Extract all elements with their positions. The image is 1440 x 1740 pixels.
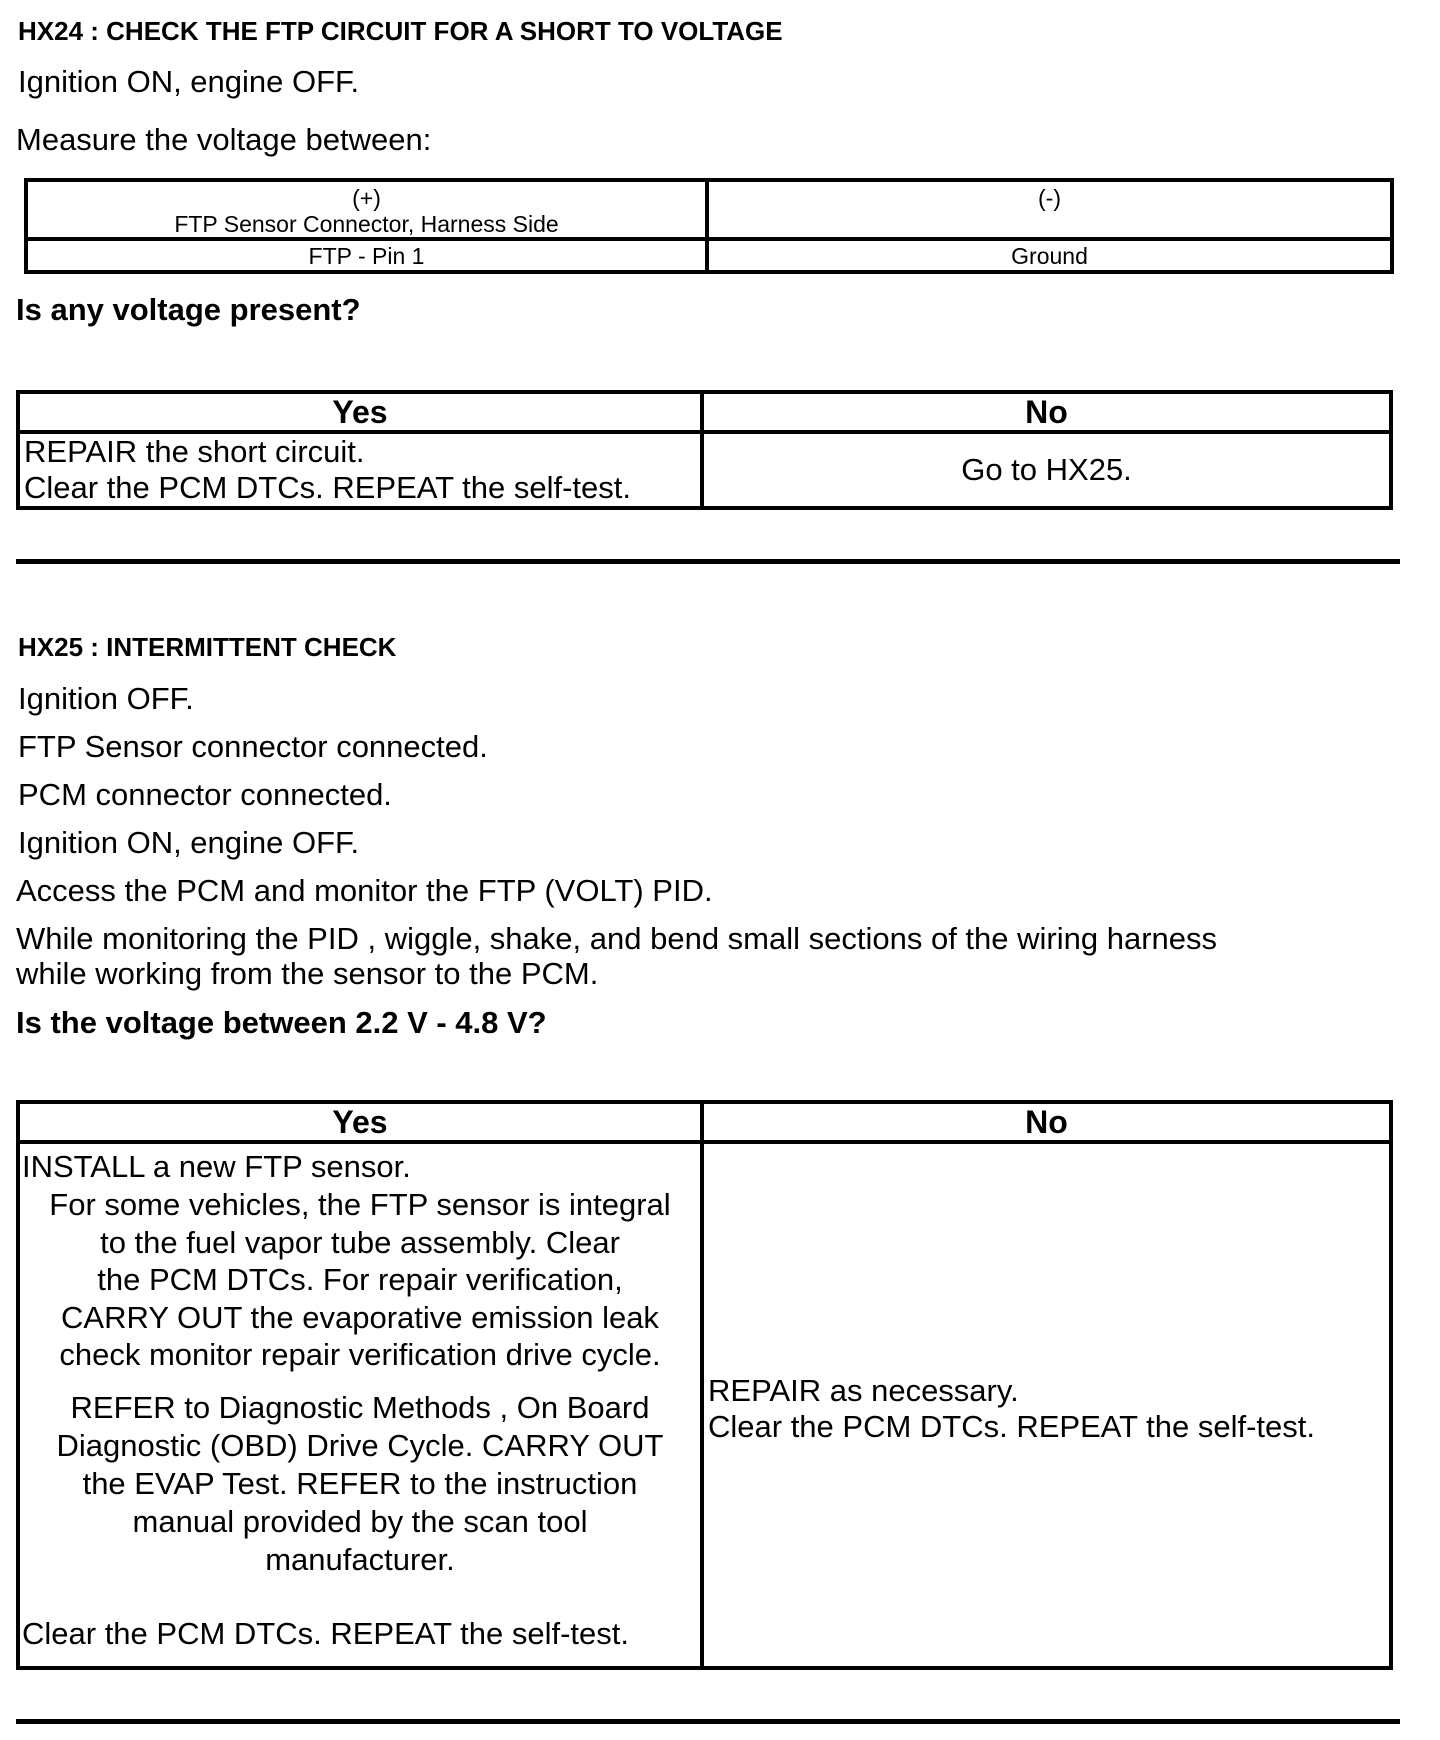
plus-desc: FTP Sensor Connector, Harness Side xyxy=(174,211,559,237)
hx24-yes-header: Yes xyxy=(18,392,702,432)
hx25-yes-first: INSTALL a new FTP sensor. xyxy=(22,1149,411,1184)
hx25-question: Is the voltage between 2.2 V - 4.8 V? xyxy=(16,1005,547,1040)
hx24-result-header-row xyxy=(18,392,1391,432)
measure-table-header-row xyxy=(26,180,1392,239)
plus-header-cell xyxy=(26,180,707,239)
hx25-yes-para2-line: REFER to Diagnostic Methods , On Board xyxy=(70,1389,650,1425)
hx25-yes-para2 xyxy=(22,1389,698,1579)
hx24-title: HX24 : CHECK THE FTP CIRCUIT FOR A SHORT TO VOLTAGE xyxy=(18,16,783,46)
measure-table xyxy=(24,178,1394,274)
hx25-title: HX25 : INTERMITTENT CHECK xyxy=(18,632,397,662)
hx25-no-cell xyxy=(702,1142,1391,1668)
hx25-result-header-row xyxy=(18,1102,1391,1142)
hx25-wiggle-line1: While monitoring the PID , wiggle, shake, and bend small sections of the wiring harness xyxy=(16,921,1217,956)
hx25-yes-para1 xyxy=(22,1186,698,1374)
hx25-step-ignition-off: Ignition OFF. xyxy=(18,681,194,716)
hx24-step-ignition: Ignition ON, engine OFF. xyxy=(18,64,360,99)
hx24-result-table xyxy=(16,390,1393,510)
hx25-yes-para1-line: For some vehicles, the FTP sensor is integral xyxy=(49,1187,671,1222)
hx24-step-measure: Measure the voltage between: xyxy=(16,122,432,157)
minus-label: (-) xyxy=(1038,185,1061,211)
hx24-yes-line1: REPAIR the short circuit. xyxy=(24,434,365,469)
hx25-yes-para2-line: manual provided by the scan tool xyxy=(132,1503,588,1539)
hx25-yes-para2-line: manufacturer. xyxy=(265,1541,455,1577)
hx25-step-access-pcm: Access the PCM and monitor the FTP (VOLT) PID. xyxy=(16,873,713,908)
hx25-yes-para1-line: CARRY OUT the evaporative emission leak xyxy=(61,1299,659,1335)
hx25-result-table xyxy=(16,1100,1393,1670)
hx24-yes-line2: Clear the PCM DTCs. REPEAT the self-test. xyxy=(24,470,631,505)
hx25-yes-para2-line: Diagnostic (OBD) Drive Cycle. CARRY OUT xyxy=(56,1427,664,1463)
section-divider xyxy=(16,559,1400,564)
measure-table-row xyxy=(26,239,1392,272)
hx25-no-header: No xyxy=(702,1102,1391,1142)
hx25-yes-para1-line: check monitor repair verification drive cycle. xyxy=(59,1337,661,1372)
hx25-step-ignition-on: Ignition ON, engine OFF. xyxy=(18,825,360,860)
minus-header-cell xyxy=(707,180,1392,239)
hx24-question: Is any voltage present? xyxy=(16,292,361,327)
hx25-step-wiggle xyxy=(16,921,1217,991)
hx25-yes-para1-line: to the fuel vapor tube assembly. Clear xyxy=(100,1224,620,1260)
hx25-yes-header: Yes xyxy=(18,1102,702,1142)
hx24-no-cell: Go to HX25. xyxy=(702,432,1391,508)
hx25-result-row xyxy=(18,1142,1391,1668)
hx24-yes-cell xyxy=(18,432,702,508)
hx25-yes-cell xyxy=(18,1142,702,1668)
hx25-step-ftp-connected: FTP Sensor connector connected. xyxy=(18,729,488,764)
hx25-step-pcm-connected: PCM connector connected. xyxy=(18,777,392,812)
hx25-no-line1: REPAIR as necessary. xyxy=(708,1373,1019,1408)
hx25-wiggle-line2: while working from the sensor to the PCM. xyxy=(16,956,599,991)
hx25-yes-para1-line: the PCM DTCs. For repair verification, xyxy=(97,1262,623,1297)
minus-ground-cell: Ground xyxy=(707,239,1392,272)
hx25-yes-para2-line: the EVAP Test. REFER to the instruction xyxy=(82,1465,638,1501)
hx25-no-line2: Clear the PCM DTCs. REPEAT the self-test. xyxy=(708,1409,1315,1444)
hx25-yes-last: Clear the PCM DTCs. REPEAT the self-test. xyxy=(22,1615,629,1651)
section-divider xyxy=(16,1719,1400,1724)
hx24-no-header: No xyxy=(702,392,1391,432)
plus-label: (+) xyxy=(352,185,381,211)
hx24-result-row xyxy=(18,432,1391,508)
plus-pin-cell: FTP - Pin 1 xyxy=(26,239,707,272)
